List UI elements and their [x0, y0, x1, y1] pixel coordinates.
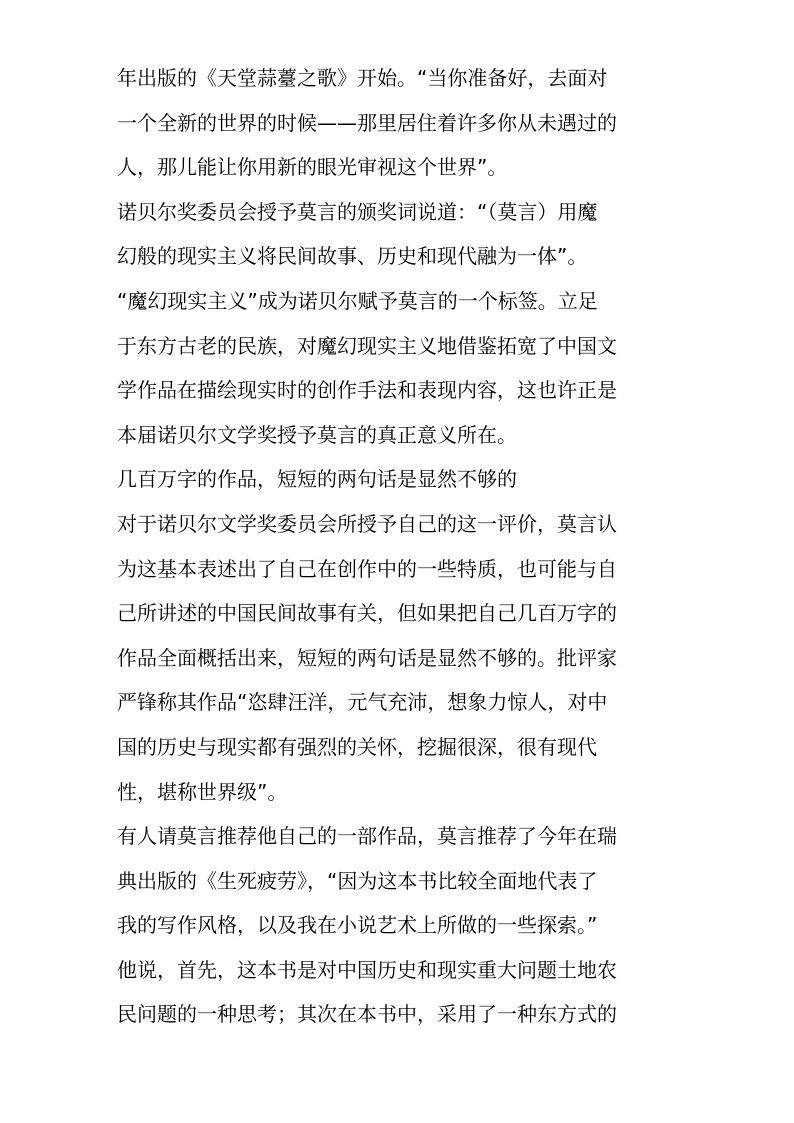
text-line: 人，那儿能让你用新的眼光审视这个世界”。: [117, 155, 508, 180]
text-line: 诺贝尔奖委员会授予莫言的颁奖词说道：“（莫言）用魔: [117, 199, 598, 224]
text-line: 幻般的现实主义将民间故事、历史和现代融为一体”。: [117, 244, 588, 269]
section-heading: 几百万字的作品，短短的两句话是显然不够的: [117, 467, 517, 492]
text-line: 他说，首先，这本书是对中国历史和现实重大问题土地农: [117, 957, 617, 982]
text-line: 一个全新的世界的时候——那里居住着许多你从未遇过的: [117, 110, 617, 135]
text-line: 我的写作风格，以及我在小说艺术上所做的一些探索。”: [117, 913, 598, 938]
text-line: 对于诺贝尔文学奖委员会所授予自己的这一评价，莫言认: [117, 511, 617, 536]
text-line: 年出版的《天堂蒜薹之歌》开始。“当你准备好，去面对: [117, 66, 608, 90]
text-line: “魔幻现实主义”成为诺贝尔赋予莫言的一个标签。立足: [117, 288, 598, 313]
text-line: 本届诺贝尔文学奖授予莫言的真正意义所在。: [117, 422, 517, 447]
text-line: 国的历史与现实都有强烈的关怀，挖掘很深，很有现代: [117, 734, 597, 759]
text-line: 性，堪称世界级”。: [117, 779, 288, 804]
text-line: 学作品在描绘现实时的创作手法和表现内容，这也许正是: [117, 378, 617, 403]
text-line: 己所讲述的中国民间故事有关，但如果把自己几百万字的: [117, 601, 617, 626]
text-line: 严锋称其作品“恣肆汪洋，元气充沛，想象力惊人，对中: [117, 690, 608, 715]
text-line: 民问题的一种思考；其次在本书中，采用了一种东方式的: [117, 1002, 617, 1027]
text-line: 于东方古老的民族，对魔幻现实主义地借鉴拓宽了中国文: [117, 333, 617, 358]
text-line: 有人请莫言推荐他自己的一部作品，莫言推荐了今年在瑞: [117, 824, 617, 849]
body-text: [117, 56, 679, 1037]
text-line: 为这基本表述出了自己在创作中的一些特质，也可能与自: [117, 556, 617, 581]
text-line: 作品全面概括出来，短短的两句话是显然不够的。批评家: [117, 645, 617, 670]
text-line: 典出版的《生死疲劳》，“因为这本书比较全面地代表了: [117, 868, 598, 893]
